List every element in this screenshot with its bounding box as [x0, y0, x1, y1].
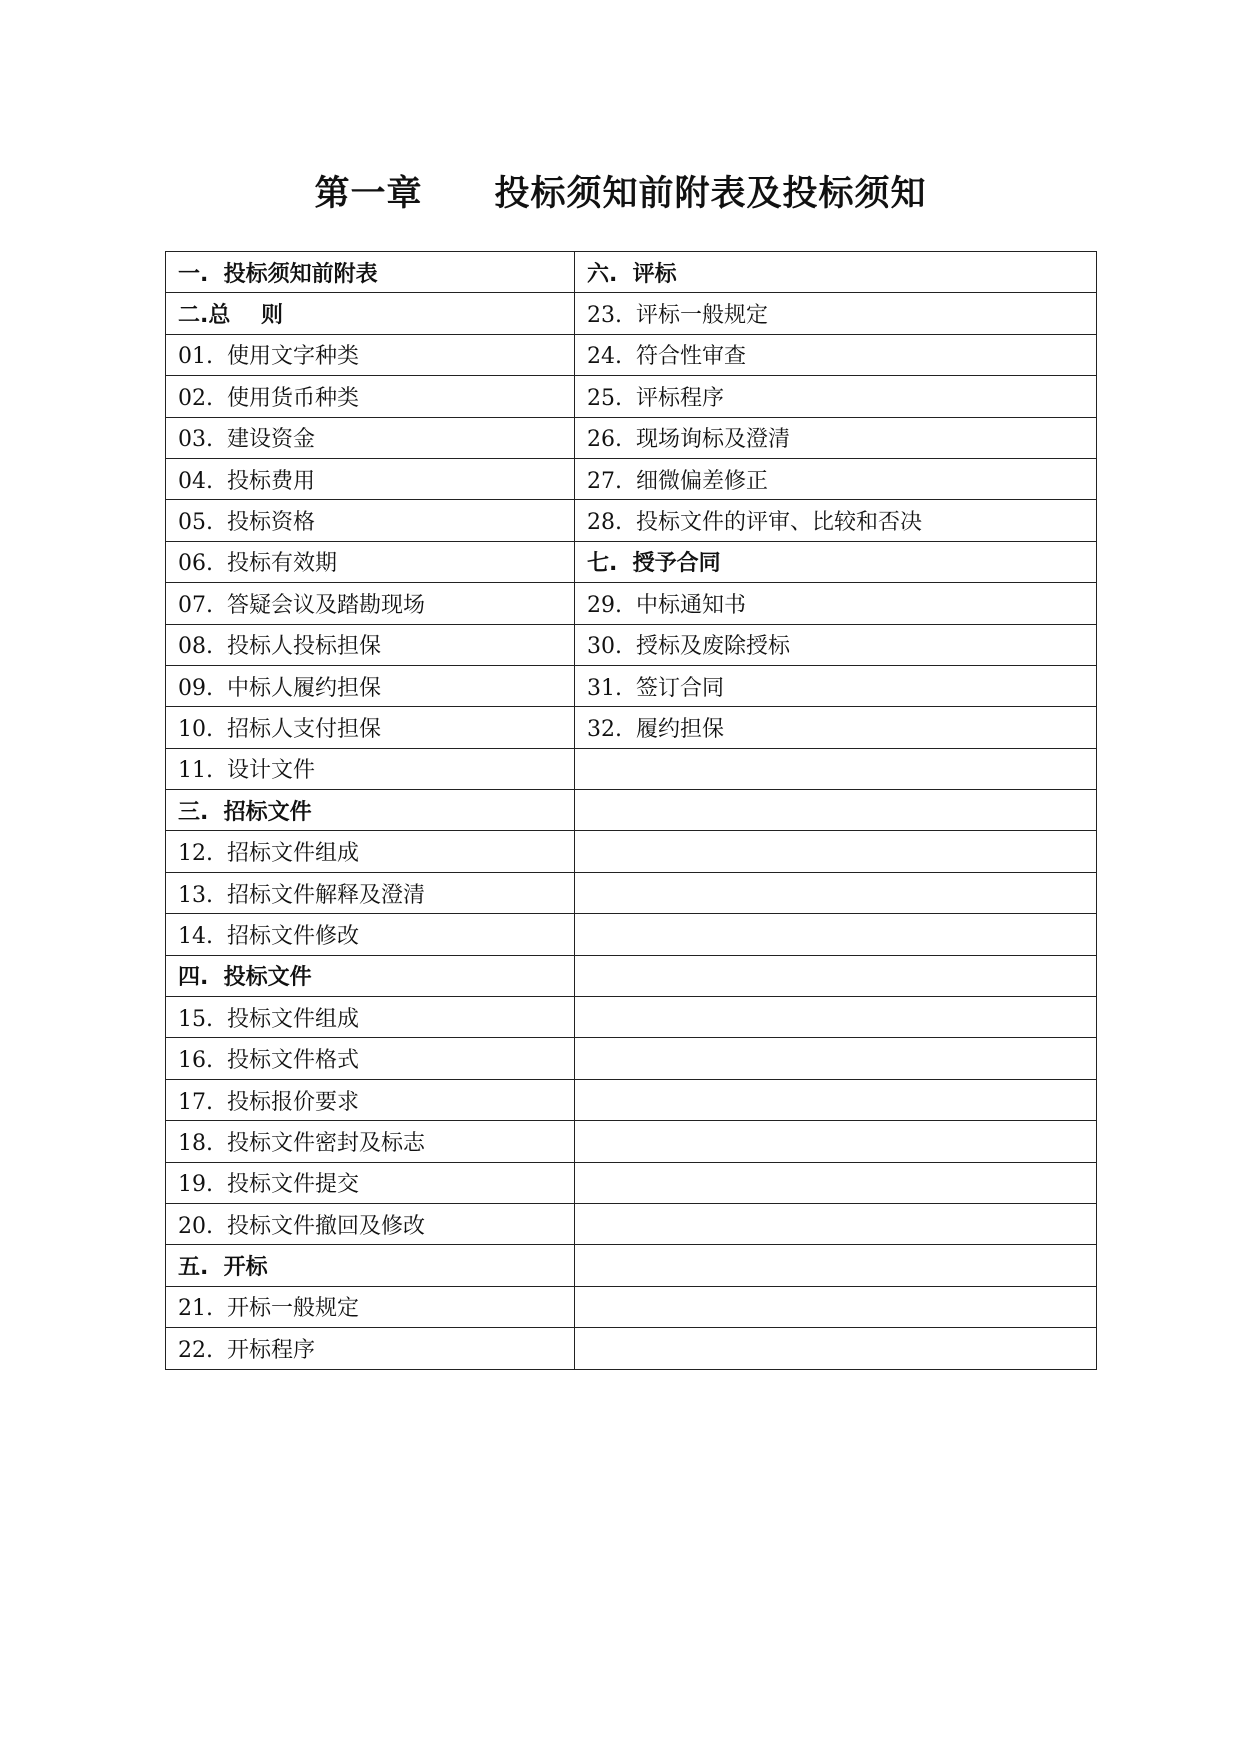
toc-entry: 27. 细微偏差修正: [587, 468, 768, 494]
toc-entry: 30. 授标及废除授标: [587, 634, 790, 660]
toc-cell-left: [166, 790, 575, 831]
table-row: [166, 624, 1097, 665]
toc-entry: 14. 招标文件修改: [178, 923, 359, 949]
table-row: [166, 1162, 1097, 1203]
toc-cell-left: [166, 1245, 575, 1286]
toc-cell-left: [166, 955, 575, 996]
toc-cell-right: [575, 665, 1097, 706]
table-row: [166, 1328, 1097, 1369]
table-row: [166, 955, 1097, 996]
toc-entry: 32. 履约担保: [587, 716, 724, 742]
toc-cell-right: [575, 1203, 1097, 1244]
toc-entry: 17. 投标报价要求: [178, 1089, 359, 1115]
toc-cell-right: [575, 1162, 1097, 1203]
toc-cell-right: [575, 334, 1097, 375]
toc-cell-right: [575, 458, 1097, 499]
table-row: [166, 790, 1097, 831]
toc-entry: 31. 签订合同: [587, 675, 724, 701]
page-title: 第一章 投标须知前附表及投标须知: [314, 174, 927, 214]
toc-cell-left: [166, 914, 575, 955]
toc-cell-left: [166, 1079, 575, 1120]
toc-cell-right: [575, 831, 1097, 872]
toc-entry: 25. 评标程序: [587, 385, 724, 411]
table-row: [166, 417, 1097, 458]
table-row: [166, 293, 1097, 334]
table-row: [166, 500, 1097, 541]
toc-cell-left: [166, 458, 575, 499]
toc-cell-right: [575, 376, 1097, 417]
toc-cell-right: [575, 417, 1097, 458]
toc-entry: 22. 开标程序: [178, 1337, 315, 1363]
toc-cell-left: [166, 831, 575, 872]
toc-cell-left: [166, 872, 575, 913]
toc-cell-right: [575, 293, 1097, 334]
table-row: [166, 707, 1097, 748]
toc-cell-left: [166, 583, 575, 624]
toc-cell-left: [166, 417, 575, 458]
toc-entry: 11. 设计文件: [178, 758, 315, 784]
table-row: [166, 541, 1097, 582]
toc-cell-left: [166, 376, 575, 417]
toc-cell-right: [575, 1079, 1097, 1120]
toc-cell-left: [166, 1286, 575, 1327]
toc-cell-right: [575, 914, 1097, 955]
table-row: [166, 831, 1097, 872]
toc-entry: 26. 现场询标及澄清: [587, 427, 790, 453]
toc-table: [165, 251, 1097, 1370]
toc-entry: 29. 中标通知书: [587, 592, 746, 618]
toc-cell-right: [575, 252, 1097, 293]
toc-cell-left: [166, 1038, 575, 1079]
toc-cell-right: [575, 1121, 1097, 1162]
toc-entry: 21. 开标一般规定: [178, 1296, 359, 1322]
toc-cell-left: [166, 1328, 575, 1369]
toc-cell-left: [166, 665, 575, 706]
toc-cell-left: [166, 1162, 575, 1203]
table-row: [166, 665, 1097, 706]
table-row: [166, 1121, 1097, 1162]
toc-cell-right: [575, 872, 1097, 913]
table-row: [166, 997, 1097, 1038]
toc-entry: 06. 投标有效期: [178, 551, 337, 577]
table-row: [166, 1245, 1097, 1286]
table-row: [166, 252, 1097, 293]
section-heading: 七. 授予合同: [587, 551, 721, 577]
table-row: [166, 914, 1097, 955]
toc-entry: 07. 答疑会议及踏勘现场: [178, 592, 425, 618]
toc-entry: 10. 招标人支付担保: [178, 716, 381, 742]
toc-cell-right: [575, 1286, 1097, 1327]
toc-cell-left: [166, 293, 575, 334]
table-row: [166, 1286, 1097, 1327]
table-row: [166, 376, 1097, 417]
section-heading: 二.总 则: [178, 303, 283, 329]
table-row: [166, 583, 1097, 624]
toc-cell-right: [575, 790, 1097, 831]
toc-cell-right: [575, 1245, 1097, 1286]
toc-entry: 09. 中标人履约担保: [178, 675, 381, 701]
toc-entry: 01. 使用文字种类: [178, 344, 359, 370]
toc-cell-left: [166, 624, 575, 665]
toc-cell-right: [575, 748, 1097, 789]
toc-entry: 28. 投标文件的评审、比较和否决: [587, 510, 922, 536]
toc-cell-left: [166, 748, 575, 789]
toc-entry: 18. 投标文件密封及标志: [178, 1130, 425, 1156]
toc-entry: 13. 招标文件解释及澄清: [178, 882, 425, 908]
table-row: [166, 872, 1097, 913]
toc-cell-right: [575, 500, 1097, 541]
toc-entry: 15. 投标文件组成: [178, 1006, 359, 1032]
toc-entry: 04. 投标费用: [178, 468, 315, 494]
table-row: [166, 1079, 1097, 1120]
table-row: [166, 1203, 1097, 1244]
table-row: [166, 458, 1097, 499]
toc-entry: 12. 招标文件组成: [178, 841, 359, 867]
toc-cell-left: [166, 500, 575, 541]
toc-entry: 19. 投标文件提交: [178, 1172, 359, 1198]
toc-entry: 16. 投标文件格式: [178, 1048, 359, 1074]
section-heading: 五. 开标: [178, 1255, 268, 1281]
toc-entry: 08. 投标人投标担保: [178, 634, 381, 660]
toc-cell-right: [575, 583, 1097, 624]
toc-cell-left: [166, 707, 575, 748]
toc-cell-right: [575, 707, 1097, 748]
toc-entry: 05. 投标资格: [178, 510, 315, 536]
toc-entry: 24. 符合性审查: [587, 344, 746, 370]
toc-cell-right: [575, 1328, 1097, 1369]
table-row: [166, 1038, 1097, 1079]
toc-cell-right: [575, 541, 1097, 582]
toc-cell-left: [166, 252, 575, 293]
toc-table-body: [166, 252, 1097, 1370]
toc-entry: 20. 投标文件撤回及修改: [178, 1213, 425, 1239]
table-row: [166, 748, 1097, 789]
toc-cell-right: [575, 955, 1097, 996]
toc-entry: 23. 评标一般规定: [587, 303, 768, 329]
toc-cell-right: [575, 624, 1097, 665]
toc-cell-left: [166, 997, 575, 1038]
toc-entry: 02. 使用货币种类: [178, 385, 359, 411]
toc-cell-left: [166, 1203, 575, 1244]
section-heading: 六. 评标: [587, 261, 677, 287]
toc-cell-left: [166, 541, 575, 582]
section-heading: 四. 投标文件: [178, 965, 312, 991]
toc-cell-left: [166, 1121, 575, 1162]
toc-entry: 03. 建设资金: [178, 427, 315, 453]
section-heading: 三. 招标文件: [178, 799, 312, 825]
toc-cell-right: [575, 1038, 1097, 1079]
table-row: [166, 334, 1097, 375]
toc-cell-right: [575, 997, 1097, 1038]
section-heading: 一. 投标须知前附表: [178, 261, 378, 287]
toc-cell-left: [166, 334, 575, 375]
